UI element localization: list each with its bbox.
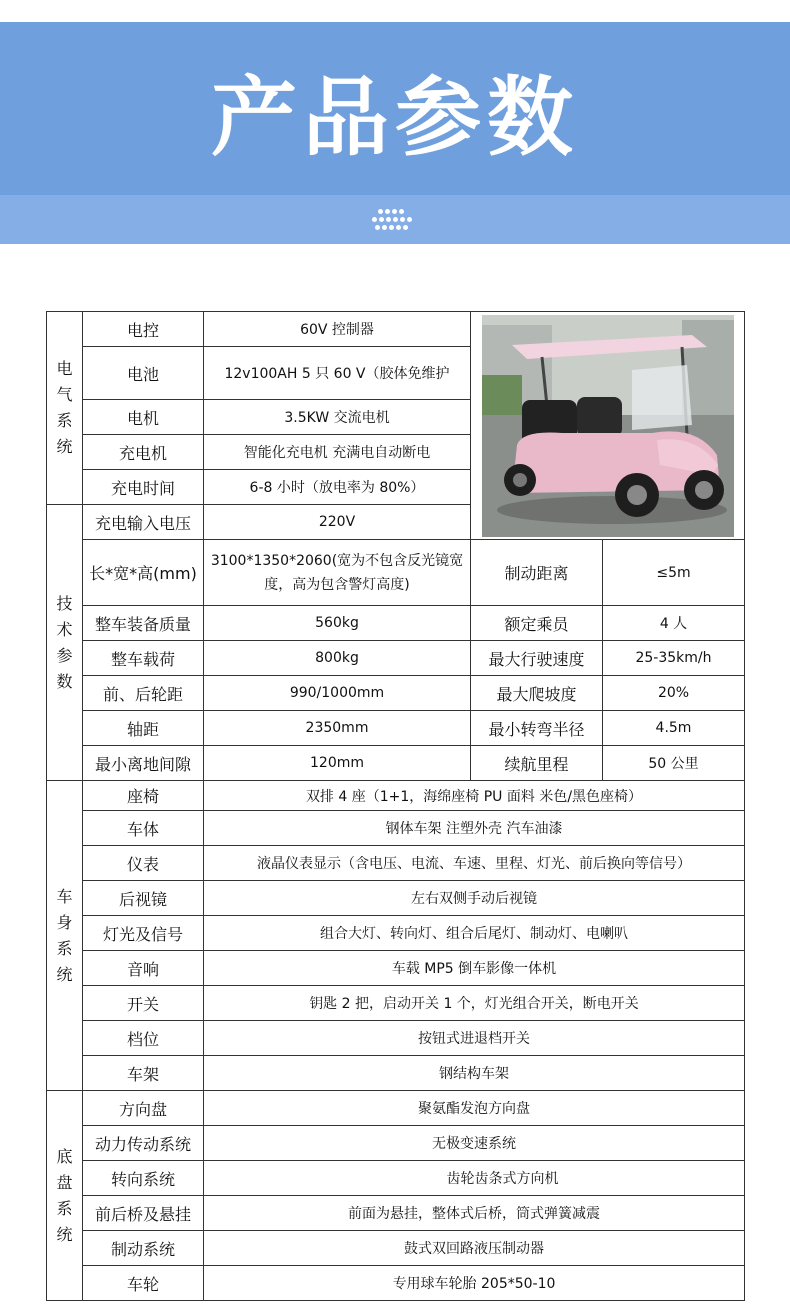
row-value: 双排 4 座（1+1，海绵座椅 PU 面料 米色/黑色座椅） [204, 781, 745, 811]
row-label: 动力传动系统 [83, 1126, 204, 1161]
row-label: 电池 [83, 347, 204, 400]
row-label: 最小转弯半径 [471, 711, 603, 746]
dot [400, 217, 405, 222]
row-label: 整车装备质量 [83, 606, 204, 641]
row-label: 电机 [83, 400, 204, 435]
category-chassis [47, 1091, 83, 1301]
dot [379, 217, 384, 222]
row-value: 钢结构车架 [204, 1056, 745, 1091]
dot [382, 225, 387, 230]
category-char: 统 [56, 437, 73, 456]
row-value: 25-35km/h [603, 641, 745, 676]
row-value: 左右双侧手动后视镜 [204, 881, 745, 916]
category-char: 统 [56, 964, 73, 984]
category-char: 气 [56, 385, 73, 404]
row-label: 灯光及信号 [83, 916, 204, 951]
row-value: 钥匙 2 把，启动开关 1 个，灯光组合开关，断电开关 [204, 986, 745, 1021]
row-value: 鼓式双回路液压制动器 [204, 1231, 745, 1266]
page-title: 产品参数 [211, 68, 579, 168]
row-value: 钢体车架 注塑外壳 汽车油漆 [204, 811, 745, 846]
row-label: 车体 [83, 811, 204, 846]
dot [392, 209, 397, 214]
row-value: 聚氨酯发泡方向盘 [204, 1091, 745, 1126]
category-char: 术 [56, 619, 73, 639]
row-value: 990/1000mm [204, 676, 471, 711]
category-char: 统 [56, 1224, 73, 1244]
row-label: 轴距 [83, 711, 204, 746]
dot [378, 209, 383, 214]
row-label: 车架 [83, 1056, 204, 1091]
row-label: 音响 [83, 951, 204, 986]
dot [386, 217, 391, 222]
row-label: 档位 [83, 1021, 204, 1056]
row-label: 前后桥及悬挂 [83, 1196, 204, 1231]
row-label: 最大行驶速度 [471, 641, 603, 676]
category-char: 技 [56, 593, 73, 613]
row-label: 最大爬坡度 [471, 676, 603, 711]
dot [375, 225, 380, 230]
row-value: 专用球车轮胎 205*50-10 [204, 1266, 745, 1301]
dot [403, 225, 408, 230]
row-label: 长*宽*高(mm) [83, 540, 204, 606]
row-value: 60V 控制器 [204, 312, 471, 347]
row-label: 座椅 [83, 781, 204, 811]
dot [389, 225, 394, 230]
row-value: 前面为悬挂，整体式后桥，筒式弹簧减震 [204, 1196, 745, 1231]
category-char: 车 [56, 886, 73, 906]
row-label: 后视镜 [83, 881, 204, 916]
category-char: 数 [56, 671, 73, 691]
row-value: 4.5m [603, 711, 745, 746]
row-value: 按钮式进退档开关 [204, 1021, 745, 1056]
row-label: 仪表 [83, 846, 204, 881]
category-char: 身 [56, 912, 73, 932]
row-label: 开关 [83, 986, 204, 1021]
row-value: 800kg [204, 641, 471, 676]
row-value: 220V [204, 505, 471, 540]
dots-decoration-icon [372, 209, 414, 235]
row-label: 制动系统 [83, 1231, 204, 1266]
row-value: 3100*1350*2060(宽为不包含反光镜宽度，高为包含警灯高度) [204, 540, 471, 606]
category-char: 系 [56, 1198, 73, 1218]
row-label: 车轮 [83, 1266, 204, 1301]
row-label: 转向系统 [83, 1161, 204, 1196]
row-label: 充电机 [83, 435, 204, 470]
row-value: 液晶仪表显示（含电压、电流、车速、里程、灯光、前后换向等信号） [204, 846, 745, 881]
dot [393, 217, 398, 222]
row-value: 50 公里 [603, 746, 745, 781]
row-label: 充电输入电压 [83, 505, 204, 540]
row-value: 4 人 [603, 606, 745, 641]
product-photo-cell [471, 312, 745, 540]
dot [396, 225, 401, 230]
category-char: 盘 [56, 1172, 73, 1192]
row-value: 12v100AH 5 只 60 V（胶体免维护 [204, 347, 471, 400]
row-label: 最小离地间隙 [83, 746, 204, 781]
category-char: 系 [56, 411, 73, 430]
row-label: 整车载荷 [83, 641, 204, 676]
category-body [47, 781, 83, 1091]
row-label: 续航里程 [471, 746, 603, 781]
row-label: 额定乘员 [471, 606, 603, 641]
row-label: 充电时间 [83, 470, 204, 505]
row-value: 齿轮齿条式方向机 [204, 1161, 745, 1196]
row-value: 智能化充电机 充满电自动断电 [204, 435, 471, 470]
golf-cart-image [482, 315, 734, 537]
row-label: 前、后轮距 [83, 676, 204, 711]
dot [399, 209, 404, 214]
row-value: 20% [603, 676, 745, 711]
category-char: 底 [56, 1146, 73, 1166]
row-value: 无极变速系统 [204, 1126, 745, 1161]
row-label: 制动距离 [471, 540, 603, 606]
category-char: 系 [56, 938, 73, 958]
golf-cart-photo [482, 315, 734, 537]
dot [385, 209, 390, 214]
category-char: 电 [56, 359, 73, 378]
row-value: 120mm [204, 746, 471, 781]
row-label: 电控 [83, 312, 204, 347]
dot [407, 217, 412, 222]
row-value: 组合大灯、转向灯、组合后尾灯、制动灯、电喇叭 [204, 916, 745, 951]
spec-table [46, 311, 745, 1301]
row-value: 560kg [204, 606, 471, 641]
category-technical [47, 505, 83, 781]
category-electrical [47, 312, 83, 505]
row-value: ≤5m [603, 540, 745, 606]
dot [372, 217, 377, 222]
row-value: 车载 MP5 倒车影像一体机 [204, 951, 745, 986]
category-char: 参 [56, 645, 73, 665]
row-value: 2350mm [204, 711, 471, 746]
row-label: 方向盘 [83, 1091, 204, 1126]
row-value: 3.5KW 交流电机 [204, 400, 471, 435]
row-value: 6-8 小时（放电率为 80%） [204, 470, 471, 505]
